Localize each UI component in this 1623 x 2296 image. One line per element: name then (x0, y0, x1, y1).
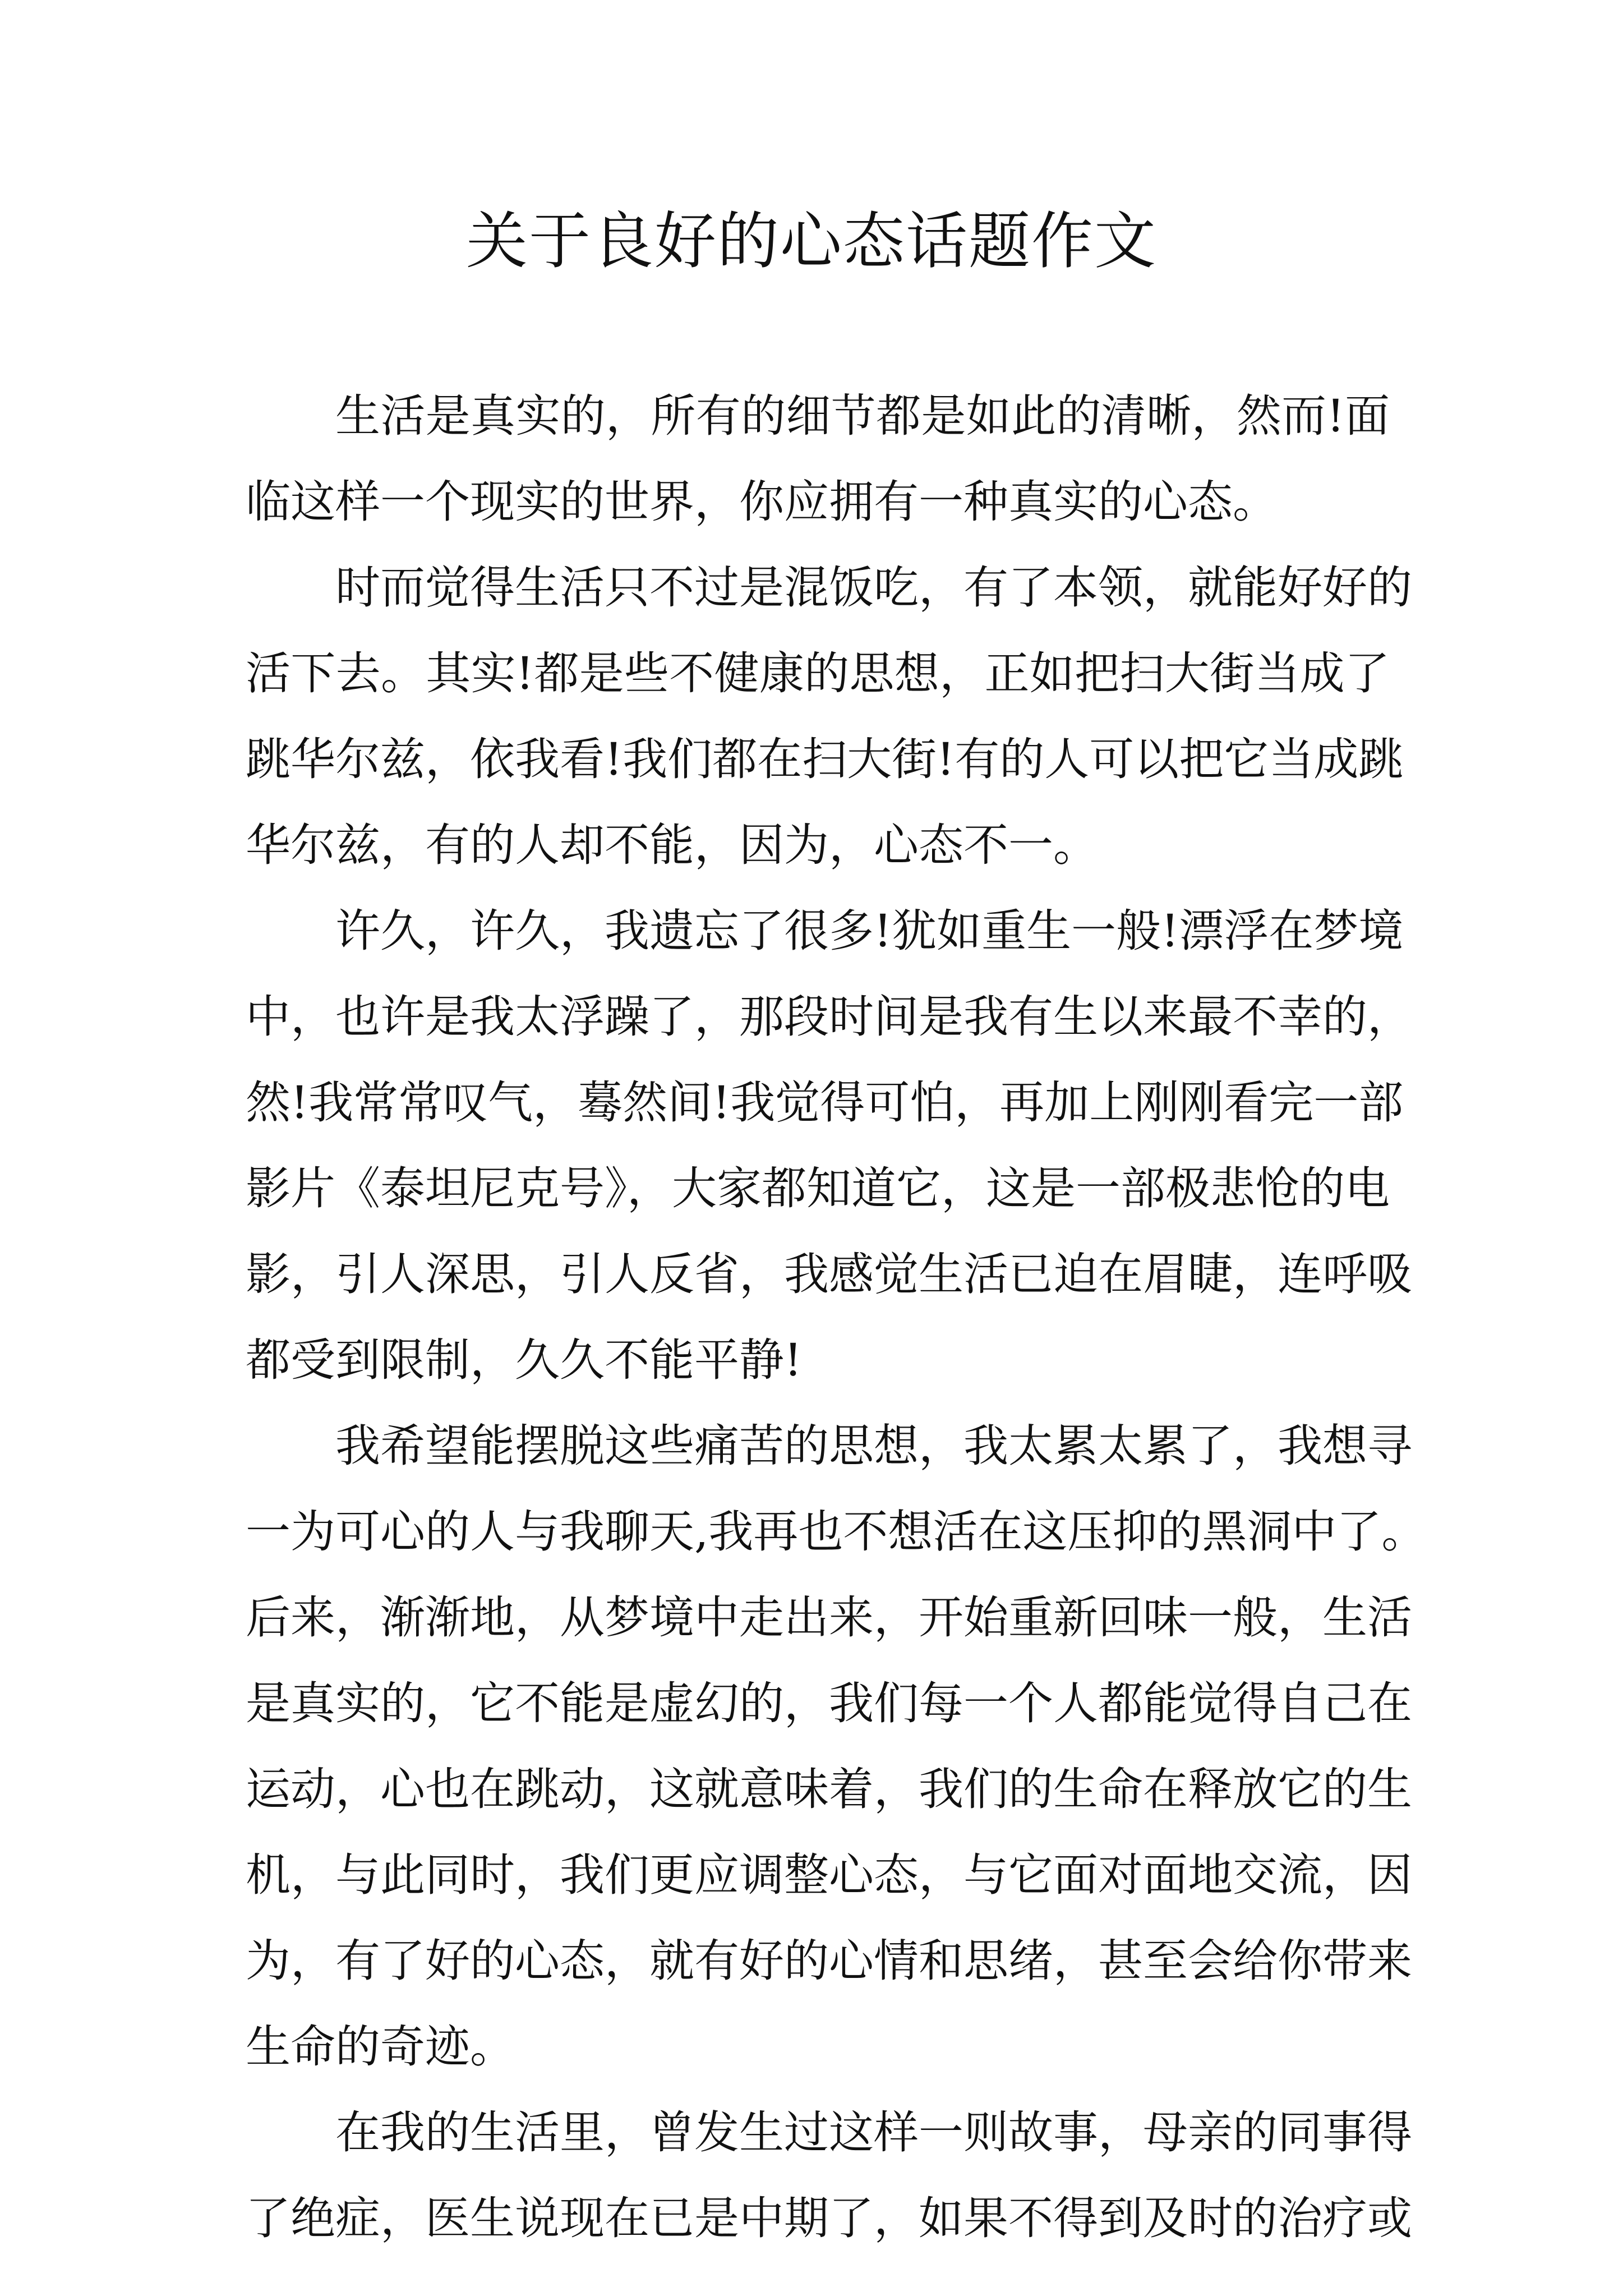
text-line: 了绝症，医生说现在已是中期了，如果不得到及时的治疗或 (246, 2192, 1412, 2244)
text-line: 华尔兹，有的人却不能，因为，心态不一。 (246, 819, 1098, 871)
text-line: 中，也许是我太浮躁了，那段时间是我有生以来最不幸的， (246, 991, 1412, 1043)
text-line: 生活是真实的，所有的细节都是如此的清晰，然而!面 (335, 390, 1390, 442)
paragraph (246, 1403, 1427, 2090)
text-line: 跳华尔兹，依我看!我们都在扫大街!有的人可以把它当成跳 (246, 733, 1404, 785)
text-line: 时而觉得生活只不过是混饭吃，有了本领，就能好好的 (335, 562, 1412, 614)
paragraph (246, 888, 1412, 1403)
text-line: 在我的生活里，曾发生过这样一则故事，母亲的同事得 (335, 2106, 1412, 2159)
text-line: 是真实的，它不能是虚幻的，我们每一个人都能觉得自己在 (246, 1677, 1412, 1729)
text-line: 生命的奇迹。 (246, 2021, 515, 2073)
text-line: 一为可心的人与我聊天,我再也不想活在这压抑的黑洞中了。 (246, 1506, 1427, 1558)
text-line: 后来，渐渐地，从梦境中走出来，开始重新回味一般，生活 (246, 1591, 1412, 1644)
text-line: 影，引人深思，引人反省，我感觉生活已迫在眉睫，连呼吸 (246, 1248, 1412, 1300)
text-line: 机，与此同时，我们更应调整心态，与它面对面地交流，因 (246, 1849, 1412, 1901)
text-line: 为，有了好的心态，就有好的心情和思绪，甚至会给你带来 (246, 1935, 1412, 1987)
paragraph (246, 373, 1390, 545)
text-line: 许久，许久，我遗忘了很多!犹如重生一般!漂浮在梦境 (335, 905, 1404, 957)
text-line: 运动，心也在跳动，这就意味着，我们的生命在释放它的生 (246, 1763, 1412, 1815)
document-title: 关于良好的心态话题作文 (466, 205, 1157, 277)
text-line: 我希望能摆脱这些痛苦的思想，我太累太累了，我想寻 (335, 1420, 1412, 1472)
text-line: 临这样一个现实的世界，你应拥有一种真实的心态。 (246, 476, 1278, 528)
text-line: 都受到限制，久久不能平静! (246, 1334, 803, 1386)
paragraph (246, 545, 1412, 888)
text-line: 活下去。其实!都是些不健康的思想，正如把扫大街当成了 (246, 647, 1390, 700)
document-body (246, 373, 1427, 2261)
text-line: 影片《泰坦尼克号》，大家都知道它，这是一部极悲怆的电 (246, 1162, 1390, 1214)
text-line: 然!我常常叹气，蓦然间!我觉得可怕，再加上刚刚看完一部 (246, 1076, 1404, 1129)
paragraph (246, 2090, 1412, 2261)
